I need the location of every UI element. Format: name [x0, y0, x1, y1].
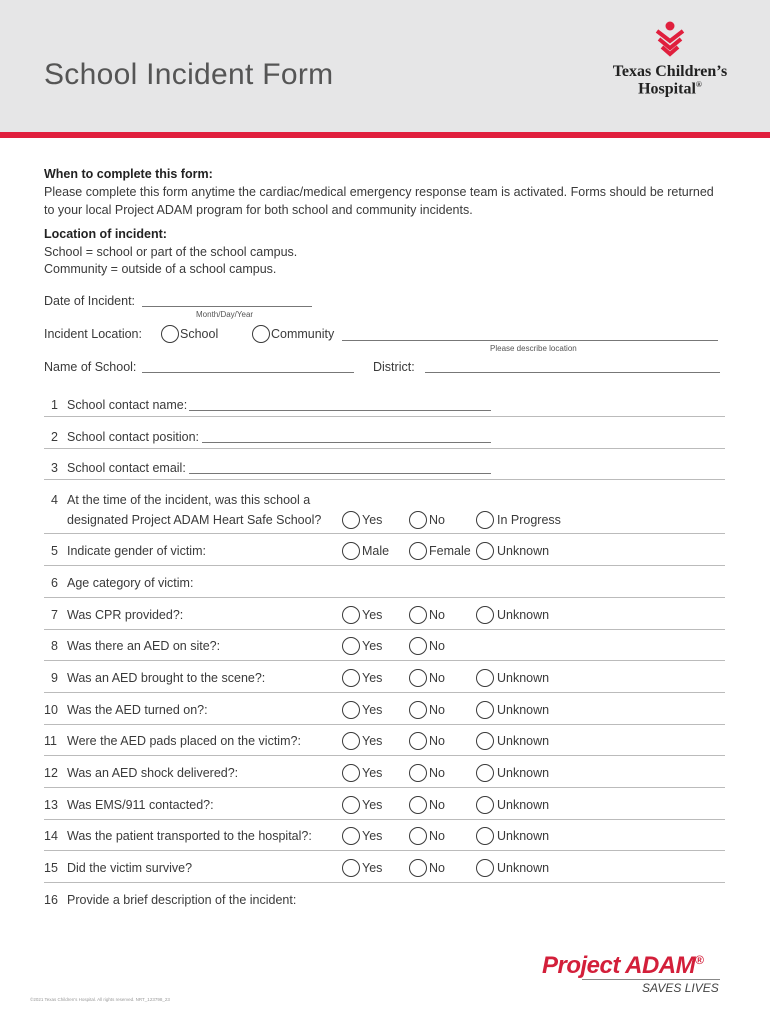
- header-accent-rule: [0, 132, 770, 138]
- question-8-number: 8: [51, 639, 58, 653]
- logo-line-2-text: Hospital: [638, 80, 696, 98]
- school-name-label: Name of School:: [44, 360, 137, 374]
- question-13-radio-no[interactable]: [409, 796, 427, 814]
- question-2-number: 2: [51, 430, 58, 444]
- question-7-option-no: No: [429, 608, 445, 622]
- question-8-option-no: No: [429, 639, 445, 653]
- question-4-text: At the time of the incident, was this school a: [67, 493, 311, 507]
- question-4-text-line-2: designated Project ADAM Heart Safe School?: [67, 513, 322, 527]
- option-community-label: Community: [271, 327, 335, 341]
- question-12-radio-no[interactable]: [409, 764, 427, 782]
- intro-line-2: to your local Project ADAM program for both school and community incidents.: [44, 203, 473, 217]
- project-adam-brand-text: Project ADAM: [542, 952, 696, 979]
- question-9-radio-unknown[interactable]: [476, 669, 494, 687]
- question-10-option-no: No: [429, 703, 445, 717]
- logo-line-1: Texas Children’s: [612, 63, 728, 80]
- option-school-label: School: [180, 327, 219, 341]
- question-8-radio-yes[interactable]: [342, 637, 360, 655]
- row-divider: [44, 565, 725, 566]
- district-label: District:: [373, 360, 415, 374]
- row-divider: [44, 629, 725, 630]
- question-13-radio-unknown[interactable]: [476, 796, 494, 814]
- question-13-number: 13: [44, 798, 58, 812]
- question-5-text: Indicate gender of victim:: [67, 544, 206, 558]
- question-8-radio-no[interactable]: [409, 637, 427, 655]
- question-14-number: 14: [44, 829, 58, 843]
- date-label: Date of Incident:: [44, 294, 136, 308]
- question-5-option-female: Female: [429, 544, 471, 558]
- question-3-number: 3: [51, 461, 58, 475]
- question-5-radio-male[interactable]: [342, 542, 360, 560]
- row-divider: [44, 692, 725, 693]
- question-7-radio-unknown[interactable]: [476, 606, 494, 624]
- question-14-text: Was the patient transported to the hospital?:: [67, 829, 312, 843]
- question-3-input-line[interactable]: [189, 473, 491, 474]
- question-12-number: 12: [44, 766, 58, 780]
- question-10-option-yes: Yes: [362, 703, 383, 717]
- question-2-text: School contact position:: [67, 430, 200, 444]
- row-divider: [44, 755, 725, 756]
- question-4-option-in-progress: In Progress: [497, 513, 561, 527]
- question-9-option-no: No: [429, 671, 445, 685]
- question-5-option-unknown: Unknown: [497, 544, 550, 558]
- question-4-option-yes: Yes: [362, 513, 383, 527]
- location-community-definition: Community = outside of a school campus.: [44, 262, 277, 276]
- date-hint: Month/Day/Year: [196, 310, 254, 319]
- row-divider: [44, 724, 725, 725]
- question-15-radio-unknown[interactable]: [476, 859, 494, 877]
- incident-location-label: Incident Location:: [44, 327, 142, 341]
- school-name-line[interactable]: [142, 372, 354, 373]
- question-16-number: 16: [44, 893, 58, 907]
- question-13-radio-yes[interactable]: [342, 796, 360, 814]
- row-divider: [44, 533, 725, 534]
- heart-chevrons-icon: [649, 20, 691, 60]
- project-adam-tagline: SAVES LIVES: [642, 981, 719, 995]
- question-9-option-unknown: Unknown: [497, 671, 550, 685]
- question-10-radio-unknown[interactable]: [476, 701, 494, 719]
- question-12-option-no: No: [429, 766, 445, 780]
- question-12-option-unknown: Unknown: [497, 766, 550, 780]
- question-10-number: 10: [44, 703, 58, 717]
- question-14-option-yes: Yes: [362, 829, 383, 843]
- question-8-option-yes: Yes: [362, 639, 383, 653]
- question-13-text: Was EMS/911 contacted?:: [67, 798, 214, 812]
- radio-community[interactable]: [252, 325, 270, 343]
- question-11-radio-unknown[interactable]: [476, 732, 494, 750]
- copyright-footnote: ©2021 Texas Children's Hospital. All rights reserved. NRT_123798_23: [30, 997, 170, 1002]
- question-11-option-unknown: Unknown: [497, 734, 550, 748]
- question-15-text: Did the victim survive?: [67, 861, 193, 875]
- question-6-number: 6: [51, 576, 58, 590]
- question-15-option-unknown: Unknown: [497, 861, 550, 875]
- logo-registered-mark: ®: [695, 80, 702, 89]
- location-school-definition: School = school or part of the school campus.: [44, 245, 298, 259]
- radio-school[interactable]: [161, 325, 179, 343]
- question-9-option-yes: Yes: [362, 671, 383, 685]
- question-9-radio-yes[interactable]: [342, 669, 360, 687]
- question-9-number: 9: [51, 671, 58, 685]
- question-11-number: 11: [44, 734, 57, 748]
- question-4-radio-yes[interactable]: [342, 511, 360, 529]
- question-5-number: 5: [51, 544, 58, 558]
- question-6-text: Age category of victim:: [67, 576, 194, 590]
- question-2-input-line[interactable]: [202, 442, 491, 443]
- project-adam-brand: [542, 952, 703, 980]
- question-4-radio-no[interactable]: [409, 511, 427, 529]
- community-hint: Please describe location: [490, 344, 577, 353]
- question-15-number: 15: [44, 861, 58, 875]
- question-13-option-yes: Yes: [362, 798, 383, 812]
- question-15-option-yes: Yes: [362, 861, 383, 875]
- question-15-option-no: No: [429, 861, 445, 875]
- question-15-radio-no[interactable]: [409, 859, 427, 877]
- question-4-number: 4: [51, 493, 58, 507]
- question-8-text: Was there an AED on site?:: [67, 639, 221, 653]
- question-4-radio-in-progress[interactable]: [476, 511, 494, 529]
- question-10-option-unknown: Unknown: [497, 703, 550, 717]
- question-12-option-yes: Yes: [362, 766, 383, 780]
- question-12-radio-yes[interactable]: [342, 764, 360, 782]
- question-5-radio-unknown[interactable]: [476, 542, 494, 560]
- question-10-text: Was the AED turned on?:: [67, 703, 208, 717]
- row-divider: [44, 448, 725, 449]
- question-14-option-no: No: [429, 829, 445, 843]
- question-9-radio-no[interactable]: [409, 669, 427, 687]
- question-5-radio-female[interactable]: [409, 542, 427, 560]
- question-14-radio-unknown[interactable]: [476, 827, 494, 845]
- question-5-option-male: Male: [362, 544, 390, 558]
- question-14-option-unknown: Unknown: [497, 829, 550, 843]
- row-divider: [44, 416, 725, 417]
- question-14-radio-yes[interactable]: [342, 827, 360, 845]
- row-divider: [44, 787, 725, 788]
- question-11-radio-no[interactable]: [409, 732, 427, 750]
- question-11-text: Were the AED pads placed on the victim?:: [67, 734, 301, 748]
- question-3-text: School contact email:: [67, 461, 186, 475]
- question-7-radio-no[interactable]: [409, 606, 427, 624]
- date-input-line[interactable]: [142, 306, 312, 307]
- district-line[interactable]: [425, 372, 720, 373]
- incident-description-area[interactable]: [44, 912, 725, 948]
- question-10-radio-no[interactable]: [409, 701, 427, 719]
- logo-line-2: [605, 80, 735, 98]
- project-adam-rule: [582, 979, 720, 980]
- question-15-radio-yes[interactable]: [342, 859, 360, 877]
- project-adam-logo: [542, 952, 732, 1000]
- question-16-text: Provide a brief description of the incident:: [67, 893, 297, 907]
- question-12-radio-unknown[interactable]: [476, 764, 494, 782]
- question-1-input-line[interactable]: [189, 410, 491, 411]
- question-1-text: School contact name:: [67, 398, 188, 412]
- question-4-option-no: No: [429, 513, 445, 527]
- row-divider: [44, 850, 725, 851]
- question-7-radio-yes[interactable]: [342, 606, 360, 624]
- row-divider: [44, 597, 725, 598]
- question-14-radio-no[interactable]: [409, 827, 427, 845]
- row-divider: [44, 819, 725, 820]
- location-heading: Location of incident:: [44, 227, 167, 241]
- project-adam-registered-mark: ®: [695, 953, 704, 967]
- intro-heading: When to complete this form:: [44, 167, 213, 181]
- question-7-option-yes: Yes: [362, 608, 383, 622]
- community-describe-line[interactable]: [342, 340, 718, 341]
- question-11-option-yes: Yes: [362, 734, 383, 748]
- page-title: School Incident Form: [44, 58, 334, 91]
- question-7-number: 7: [51, 608, 58, 622]
- question-12-text: Was an AED shock delivered?:: [67, 766, 239, 780]
- question-9-text: Was an AED brought to the scene?:: [67, 671, 266, 685]
- intro-line-1: Please complete this form anytime the cardiac/medical emergency response team is activated. Forms should be returned: [44, 185, 714, 199]
- texas-childrens-logo: [605, 20, 735, 104]
- question-7-text: Was CPR provided?:: [67, 608, 184, 622]
- question-11-radio-yes[interactable]: [342, 732, 360, 750]
- row-divider: [44, 882, 725, 883]
- question-10-radio-yes[interactable]: [342, 701, 360, 719]
- question-13-option-unknown: Unknown: [497, 798, 550, 812]
- question-7-option-unknown: Unknown: [497, 608, 550, 622]
- question-13-option-no: No: [429, 798, 445, 812]
- question-1-number: 1: [51, 398, 58, 412]
- row-divider: [44, 479, 725, 480]
- row-divider: [44, 660, 725, 661]
- question-11-option-no: No: [429, 734, 445, 748]
